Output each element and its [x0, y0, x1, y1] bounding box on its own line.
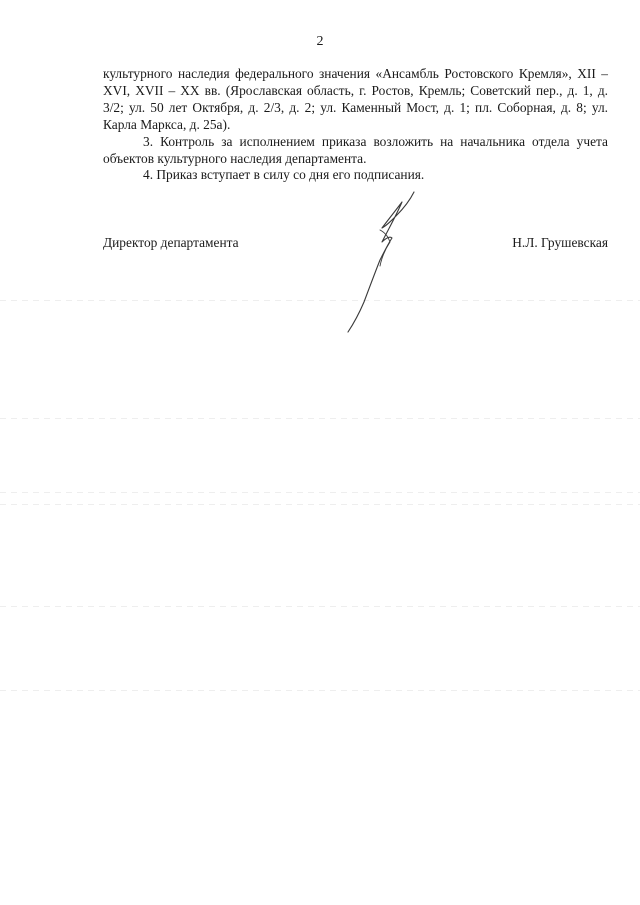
- scan-artifact: [0, 300, 640, 301]
- paragraph-item-4: 4. Приказ вступает в силу со дня его подписания.: [143, 167, 425, 183]
- scan-artifact: [0, 418, 640, 419]
- signer-name: Н.Л. Грушевская: [512, 235, 608, 250]
- page-number: 2: [316, 34, 324, 49]
- handwritten-signature: [330, 186, 440, 336]
- document-body: [103, 66, 608, 184]
- paragraph-item-3: 3. Контроль за исполнением приказа возложить на начальника отдела учета объектов культурного наследия департамента.: [103, 133, 608, 166]
- paragraph-continuation: культурного наследия федерального значения «Ансамбль Ростовского Кремля», XII – XVI, XVII – XX вв. (Ярославская область, г. Ростов, Кремль; Советский пер., д. 1, д. 3/2; ул. 50 лет Октября, д. 2/3, д. 2; ул. Каменный Мост, д. 1; пл. Соборная, д. 8; ул. Карла Маркса, д. 25а).: [103, 66, 608, 132]
- scan-artifact: [0, 504, 640, 505]
- scan-artifact: [0, 492, 640, 493]
- scan-artifact: [0, 606, 640, 607]
- scan-artifact: [0, 690, 640, 691]
- signer-title: Директор департамента: [103, 235, 239, 250]
